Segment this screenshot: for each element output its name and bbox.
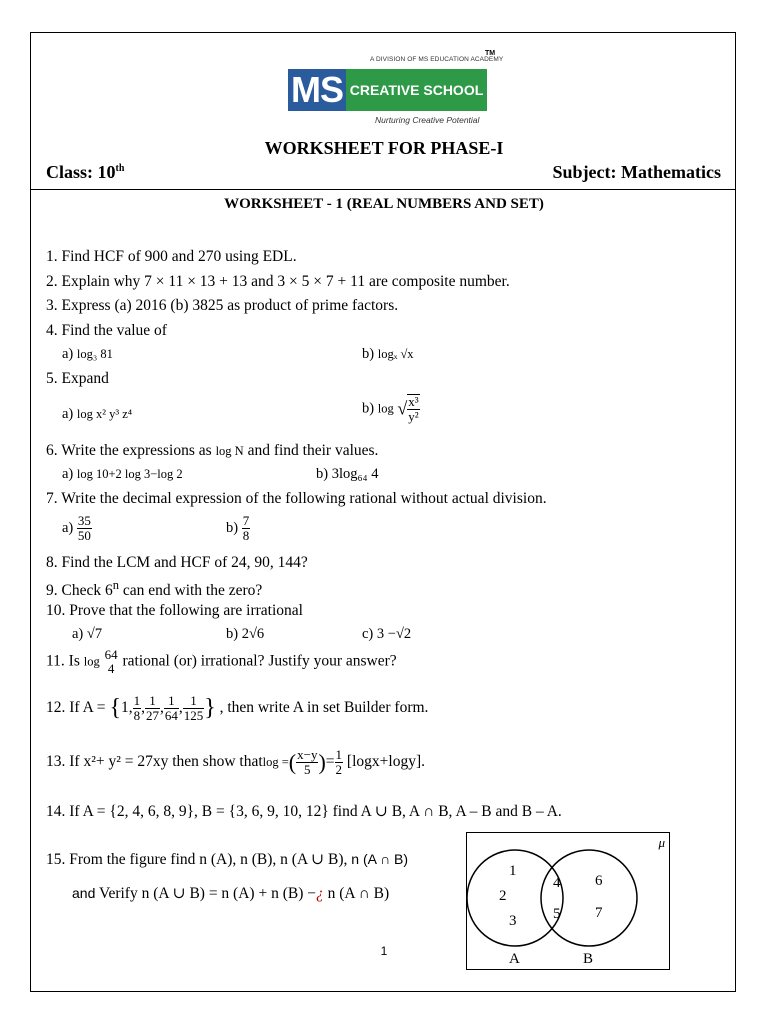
question-15-line-1: 15. From the figure find n (A), n (B), n (A ∪ B), n (A ∩ B) (46, 851, 409, 868)
venn-label-a: A (509, 951, 520, 967)
question-6: 6. Write the expressions as log N and find their values. (46, 442, 379, 459)
question-12: 12. If A = {1, $\frac{1}{8}$ , $\frac{1}{27}$ , $\frac{1}{64}$ , $\frac{1}{125}$ } , then write A in set Builder form. (46, 693, 429, 723)
question-11: 11. Is log 64 4 rational (or) irrational? Justify your answer? (46, 647, 397, 676)
question-10b: b) 2√6 (226, 626, 265, 642)
worksheet-title: WORKSHEET - 1 (REAL NUMBERS AND SET) (224, 196, 544, 212)
venn-b-only-7: 7 (595, 905, 603, 921)
question-2: 2. Explain why 7 × 11 × 13 + 13 and 3 × 5 × 7 + 11 are composite number. (46, 273, 510, 290)
question-6b: b) 3log₆₄ 4 (316, 466, 379, 482)
page-number: 1 (380, 944, 388, 958)
question-10c: c) 3 −√2 (362, 626, 412, 642)
question-7a: a) $\frac{35}{50}$ (62, 513, 91, 543)
question-14: 14. If A = {2, 4, 6, 8, 9}, B = {3, 6, 9, 10, 12} find A ∪ B, A ∩ B, A – B and B – A. (46, 803, 562, 820)
school-logo (288, 50, 504, 128)
worksheet-phase-title: WORKSHEET FOR PHASE-I (264, 138, 504, 158)
venn-a-only-2: 2 (499, 888, 507, 904)
logo-tagline: Nurturing Creative Potential (375, 115, 480, 125)
logo-school-name: CREATIVE SCHOOL (346, 69, 487, 111)
header-divider (30, 189, 736, 190)
question-9: 9. Check 6$^n$ can end with the zero? (46, 578, 263, 600)
question-13: 13. If x²+ y² = 27xy then show thatlog =( $\frac{x-y}{5}$ )= $\frac{1}{2}$ [logx+logy]. (46, 747, 425, 777)
question-10: 10. Prove that the following are irrational (46, 602, 303, 619)
question-4: 4. Find the value of (46, 322, 167, 339)
question-8: 8. Find the LCM and HCF of 24, 90, 144? (46, 554, 308, 571)
venn-a-only-3: 3 (509, 913, 517, 929)
question-4b: b) logₓ √x (362, 346, 414, 362)
logo-ms-box: MS (288, 69, 346, 111)
question-5: 5. Expand (46, 370, 109, 387)
question-10a: a) √7 (72, 626, 103, 642)
logo-trademark: TM (485, 50, 496, 57)
question-5a: a) log x² y³ z⁴ (62, 406, 133, 422)
question-6a: a) log 10+2 log 3−log 2 (62, 466, 183, 482)
subject-label: Subject: Mathematics (552, 162, 721, 182)
question-7: 7. Write the decimal expression of the following rational without actual division. (46, 490, 547, 507)
logo-division-text: A DIVISION OF MS EDUCATION ACADEMY (370, 56, 504, 63)
venn-both-5: 5 (553, 906, 561, 922)
question-15-line-2: and Verify n (A ∪ B) = n (A) + n (B) −¿ n (A ∩ B) (72, 885, 390, 902)
question-1: 1. Find HCF of 900 and 270 using EDL. (46, 248, 297, 265)
venn-both-4: 4 (553, 875, 561, 891)
question-4a: a) log₃ 81 (62, 346, 113, 362)
venn-b-only-6: 6 (595, 873, 603, 889)
venn-universe-label: μ (658, 835, 665, 850)
venn-circle-b (541, 850, 637, 946)
venn-a-only-1: 1 (509, 863, 517, 879)
class-label: Class: 10th (46, 162, 125, 182)
question-3: 3. Express (a) 2016 (b) 3825 as product of prime factors. (46, 297, 399, 314)
venn-label-b: B (583, 951, 594, 967)
question-7b: b) $\frac{7}{8}$ (226, 513, 250, 543)
question-5b: b) log √ $\frac{\text{x³}}{\text{y²}}$ (362, 394, 419, 424)
